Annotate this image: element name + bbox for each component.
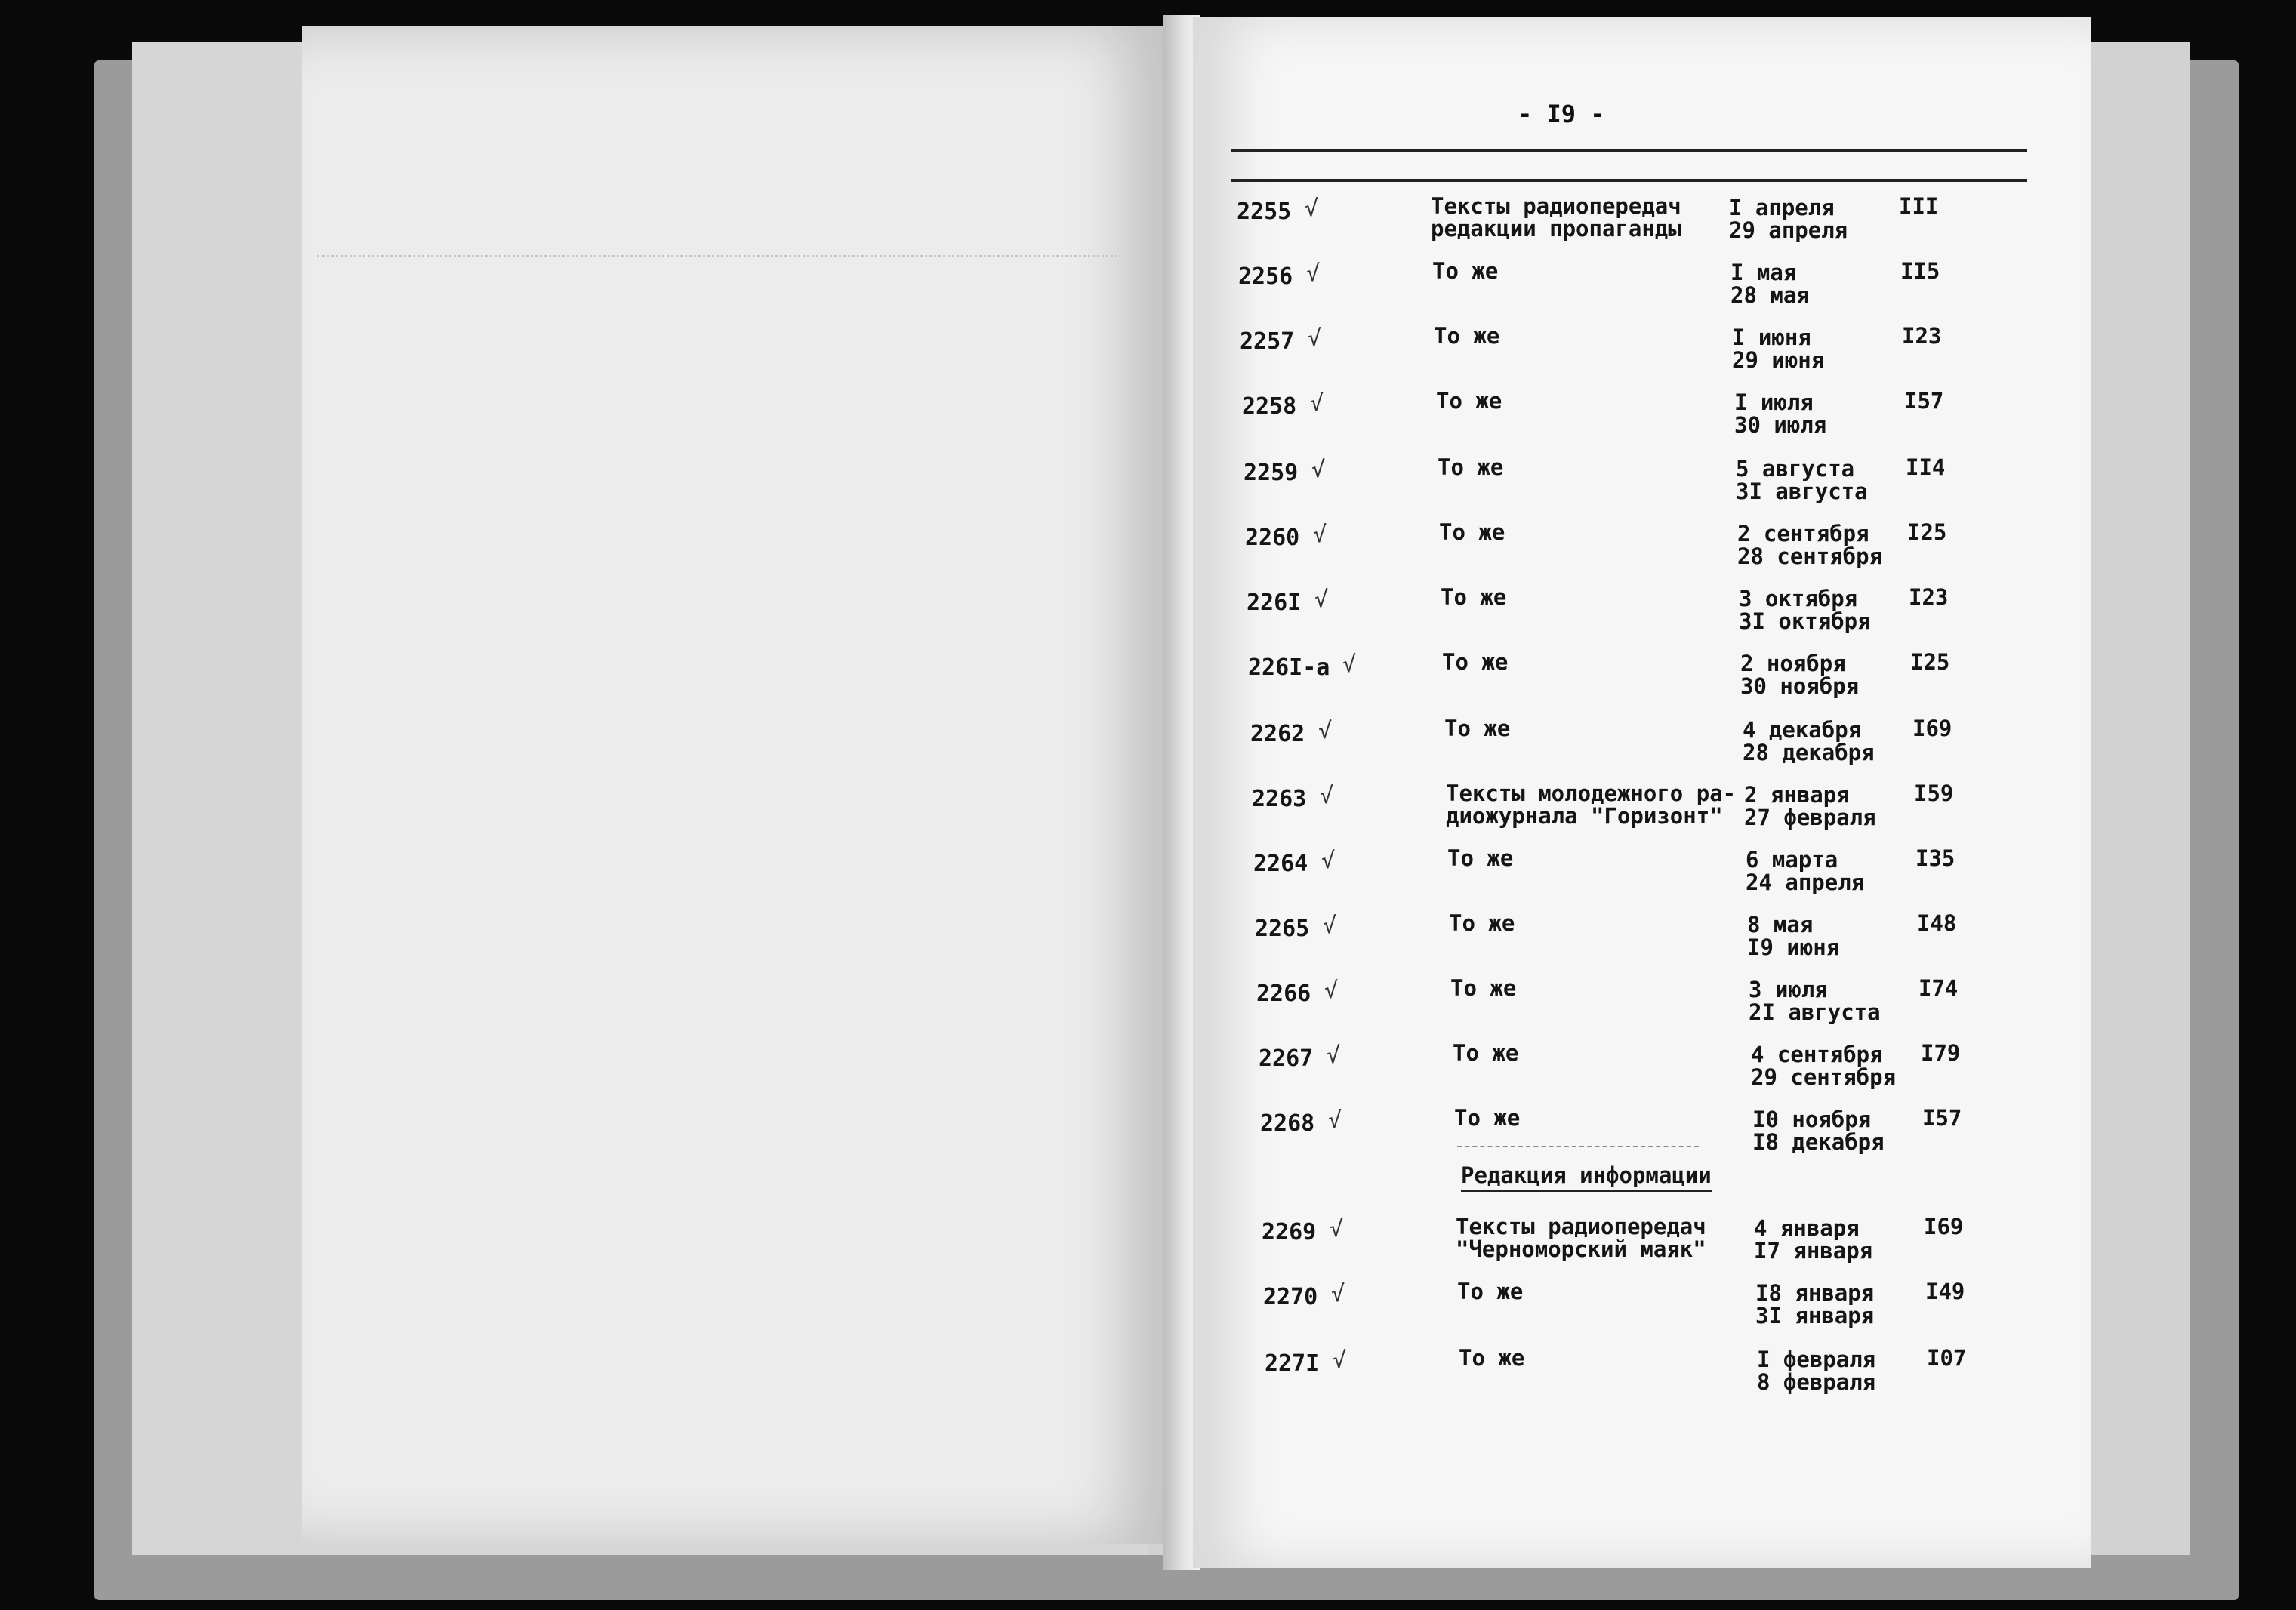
row-date-line: I9 июня xyxy=(1747,934,1840,960)
row-date-line: 29 сентября xyxy=(1751,1064,1897,1090)
row-date-line: 2 января xyxy=(1744,782,1850,808)
row-checkmark: √ xyxy=(1328,1107,1342,1134)
row-checkmark: √ xyxy=(1310,390,1324,417)
row-title-line: То же xyxy=(1457,1279,1524,1304)
row-title-line: То же xyxy=(1454,1105,1521,1131)
row-date-line: 3 октября xyxy=(1739,586,1858,611)
row-title-line: редакции пропаганды xyxy=(1431,216,1681,242)
row-date-line: 8 февраля xyxy=(1757,1369,1876,1395)
row-page-count: I79 xyxy=(1921,1040,1961,1066)
header-rule-top xyxy=(1231,149,2027,152)
row-checkmark: √ xyxy=(1333,1347,1347,1374)
row-number: 226I-а xyxy=(1248,654,1330,681)
row-date-line: 6 марта xyxy=(1746,847,1838,873)
row-checkmark: √ xyxy=(1342,651,1357,678)
row-checkmark: √ xyxy=(1321,848,1336,874)
row-number: 2267 xyxy=(1259,1045,1314,1072)
page-number: - I9 - xyxy=(1518,100,1605,128)
row-date-line: 29 июня xyxy=(1732,347,1825,373)
row-date-line: 3I января xyxy=(1755,1303,1875,1328)
row-date-line: 4 января xyxy=(1754,1215,1860,1241)
row-number: 227I xyxy=(1265,1350,1320,1377)
row-page-count: I35 xyxy=(1915,845,1955,871)
row-title-line: Тексты радиопередач xyxy=(1456,1214,1706,1239)
row-date-line: 3I октября xyxy=(1739,608,1871,634)
row-checkmark: √ xyxy=(1305,195,1319,222)
row-date-line: I апреля xyxy=(1729,195,1835,220)
row-title-line: То же xyxy=(1459,1345,1525,1371)
row-date-line: I7 января xyxy=(1754,1238,1873,1264)
row-checkmark: √ xyxy=(1318,718,1333,744)
row-date-line: 30 ноября xyxy=(1740,673,1860,699)
row-date-line: 2 ноября xyxy=(1740,651,1846,676)
section-heading: Редакция информации xyxy=(1461,1162,1712,1192)
row-checkmark: √ xyxy=(1313,522,1327,548)
row-date-line: 4 декабря xyxy=(1743,717,1862,743)
row-checkmark: √ xyxy=(1320,783,1334,809)
left-page xyxy=(302,26,1170,1544)
row-date-line: 2 сентября xyxy=(1737,521,1869,546)
row-checkmark: √ xyxy=(1324,977,1339,1004)
row-date-line: 8 мая xyxy=(1747,912,1814,937)
row-page-count: I59 xyxy=(1914,780,1954,806)
row-date-line: I8 января xyxy=(1755,1280,1875,1306)
row-title-line: То же xyxy=(1442,649,1509,675)
left-page-showthrough-rule xyxy=(317,255,1117,257)
row-date-line: 29 апреля xyxy=(1729,217,1848,243)
row-title-line: Тексты молодежного ра- xyxy=(1446,780,1737,806)
row-page-count: I57 xyxy=(1904,388,1944,414)
row-date-line: 5 августа xyxy=(1736,456,1855,482)
section-dash-rule xyxy=(1457,1146,1699,1147)
row-date-line: 3 июля xyxy=(1749,977,1828,1002)
row-number: 2262 xyxy=(1250,721,1305,747)
row-checkmark: √ xyxy=(1330,1216,1344,1242)
row-number: 2269 xyxy=(1262,1219,1317,1245)
row-title-line: То же xyxy=(1434,323,1500,349)
row-date-line: 28 декабря xyxy=(1743,740,1875,765)
row-number: 2270 xyxy=(1263,1284,1318,1310)
row-title-line: То же xyxy=(1436,388,1502,414)
row-date-line: I февраля xyxy=(1757,1347,1876,1372)
row-date-line: 30 июля xyxy=(1734,412,1827,438)
row-title-line: То же xyxy=(1444,716,1511,741)
row-date-line: 27 февраля xyxy=(1744,805,1876,830)
row-title-line: диожурнала "Горизонт" xyxy=(1446,803,1723,829)
row-checkmark: √ xyxy=(1308,325,1322,352)
row-number: 2255 xyxy=(1237,199,1292,225)
row-page-count: II5 xyxy=(1900,258,1940,284)
row-page-count: I69 xyxy=(1924,1214,1964,1239)
row-number: 226I xyxy=(1247,590,1302,616)
row-title-line: То же xyxy=(1450,975,1517,1001)
row-date-line: 28 мая xyxy=(1730,282,1810,308)
row-date-line: 2I августа xyxy=(1749,999,1881,1025)
row-checkmark: √ xyxy=(1331,1281,1345,1307)
row-title-line: То же xyxy=(1432,258,1499,284)
row-number: 2264 xyxy=(1253,851,1308,877)
header-rule-bottom xyxy=(1231,179,2027,182)
row-checkmark: √ xyxy=(1311,457,1326,483)
row-page-count: I25 xyxy=(1907,519,1947,545)
row-date-line: I июня xyxy=(1732,325,1811,350)
row-number: 2268 xyxy=(1260,1110,1315,1137)
row-page-count: I07 xyxy=(1927,1345,1967,1371)
row-page-count: I74 xyxy=(1918,975,1959,1001)
row-number: 2265 xyxy=(1255,916,1310,942)
row-date-line: I8 декабря xyxy=(1752,1129,1885,1155)
row-number: 2257 xyxy=(1240,328,1295,355)
row-date-line: I июля xyxy=(1734,389,1814,415)
row-page-count: II4 xyxy=(1906,454,1946,480)
row-checkmark: √ xyxy=(1323,913,1337,939)
row-title-line: Тексты радиопередач xyxy=(1431,193,1681,219)
row-number: 2260 xyxy=(1245,525,1300,551)
row-title-line: То же xyxy=(1439,519,1505,545)
row-title-line: То же xyxy=(1453,1040,1519,1066)
row-number: 2256 xyxy=(1238,263,1293,290)
row-date-line: I мая xyxy=(1730,260,1797,285)
row-page-count: I57 xyxy=(1922,1105,1962,1131)
row-number: 2259 xyxy=(1244,460,1299,486)
row-checkmark: √ xyxy=(1327,1042,1341,1069)
row-title-line: То же xyxy=(1438,454,1504,480)
row-title-line: То же xyxy=(1447,845,1514,871)
row-page-count: I23 xyxy=(1902,323,1942,349)
row-number: 2266 xyxy=(1256,980,1311,1007)
row-date-line: 24 апреля xyxy=(1746,870,1865,895)
row-number: 2263 xyxy=(1252,786,1307,812)
row-title-line: То же xyxy=(1449,910,1515,936)
row-date-line: 3I августа xyxy=(1736,479,1868,504)
row-title-line: "Черноморский маяк" xyxy=(1456,1236,1706,1262)
row-date-line: 4 сентября xyxy=(1751,1042,1883,1067)
row-page-count: I48 xyxy=(1917,910,1957,936)
row-title-line: То же xyxy=(1441,584,1507,610)
row-date-line: 28 сентября xyxy=(1737,543,1883,569)
row-page-count: III xyxy=(1899,193,1939,219)
row-page-count: I23 xyxy=(1909,584,1949,610)
row-page-count: I49 xyxy=(1925,1279,1965,1304)
row-checkmark: √ xyxy=(1314,586,1329,613)
row-number: 2258 xyxy=(1242,393,1297,420)
row-page-count: I25 xyxy=(1910,649,1950,675)
row-date-line: I0 ноября xyxy=(1752,1107,1872,1132)
row-checkmark: √ xyxy=(1306,260,1321,287)
row-page-count: I69 xyxy=(1912,716,1952,741)
